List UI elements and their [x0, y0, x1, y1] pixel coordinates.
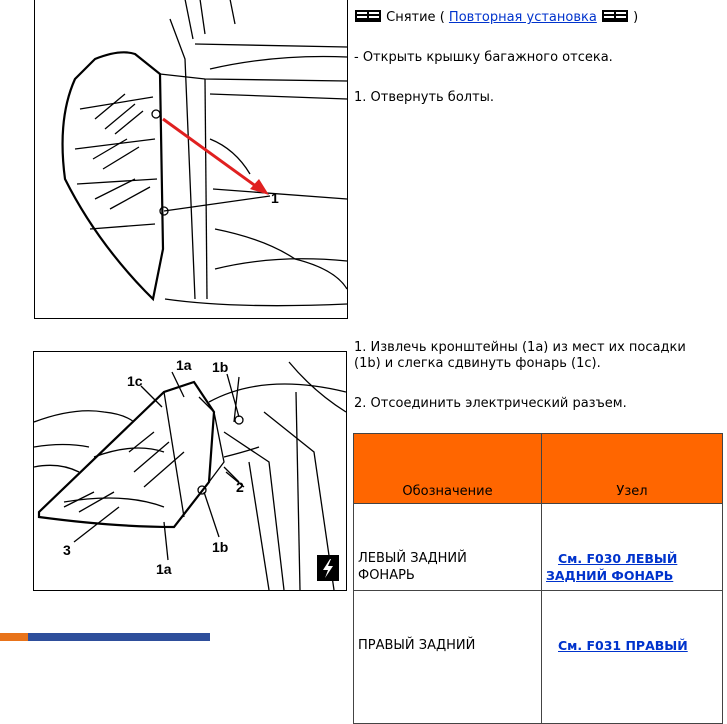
- step-disconnect-connector: 2. Отсоединить электрический разъем.: [354, 396, 627, 411]
- paren-close: ): [633, 10, 639, 25]
- link-line2: ЗАДНИЙ ФОНАРЬ: [546, 568, 674, 583]
- row-name-line2: ФОНАРЬ: [358, 568, 415, 583]
- header-designation: Обозначение: [354, 434, 542, 504]
- paren-open: (: [439, 10, 445, 25]
- row-name-line1: ЛЕВЫЙ ЗАДНИЙ: [358, 551, 467, 566]
- bottom-accent: [0, 633, 28, 641]
- table-row: [354, 504, 723, 591]
- link-line1: См. F030 ЛЕВЫЙ: [558, 551, 678, 566]
- callout-1: 1: [271, 190, 279, 206]
- step-remove-brackets-line1: 1. Извлечь кронштейны (1a) из мест их посадки: [354, 340, 686, 355]
- book-icon: [601, 9, 629, 23]
- removal-header: [354, 9, 638, 27]
- electric-warning-icon: [317, 555, 339, 581]
- callout-1a-top: 1a: [176, 357, 192, 373]
- table-row: [354, 591, 723, 724]
- table-header-row: [354, 434, 723, 504]
- removal-figure-2: [33, 351, 347, 591]
- reinstall-link[interactable]: Повторная установка: [448, 10, 597, 25]
- callout-2: 2: [236, 479, 244, 495]
- removal-label: Снятие: [386, 10, 436, 25]
- callout-1c: 1c: [127, 373, 143, 389]
- step-unscrew-bolts: 1. Отвернуть болты.: [354, 90, 495, 105]
- callout-1b-bottom: 1b: [212, 539, 229, 555]
- header-unit: Узел: [542, 434, 723, 504]
- row-link-cell: [542, 504, 723, 591]
- bottom-bar: [0, 633, 210, 641]
- taillight-brackets-diagram: [34, 352, 346, 590]
- row-name-line1: ПРАВЫЙ ЗАДНИЙ: [358, 638, 476, 653]
- removal-figure-1: [34, 0, 348, 319]
- left-taillight-link[interactable]: [546, 551, 677, 583]
- taillight-bolts-diagram: [35, 0, 347, 318]
- callout-1b-top: 1b: [212, 359, 229, 375]
- callout-3: 3: [63, 542, 71, 558]
- row-link-cell: [542, 591, 723, 724]
- row-name-cell: [354, 504, 542, 591]
- step-remove-brackets-line2: (1b) и слегка сдвинуть фонарь (1c).: [354, 356, 601, 371]
- link-line1: См. F031 ПРАВЫЙ: [558, 638, 688, 653]
- row-name-cell: [354, 591, 542, 724]
- callout-1a-bottom: 1a: [156, 561, 172, 577]
- parts-table: [353, 433, 723, 724]
- right-taillight-link[interactable]: [546, 638, 688, 653]
- step-open-trunk: - Открыть крышку багажного отсека.: [354, 50, 613, 65]
- book-icon: [354, 9, 382, 23]
